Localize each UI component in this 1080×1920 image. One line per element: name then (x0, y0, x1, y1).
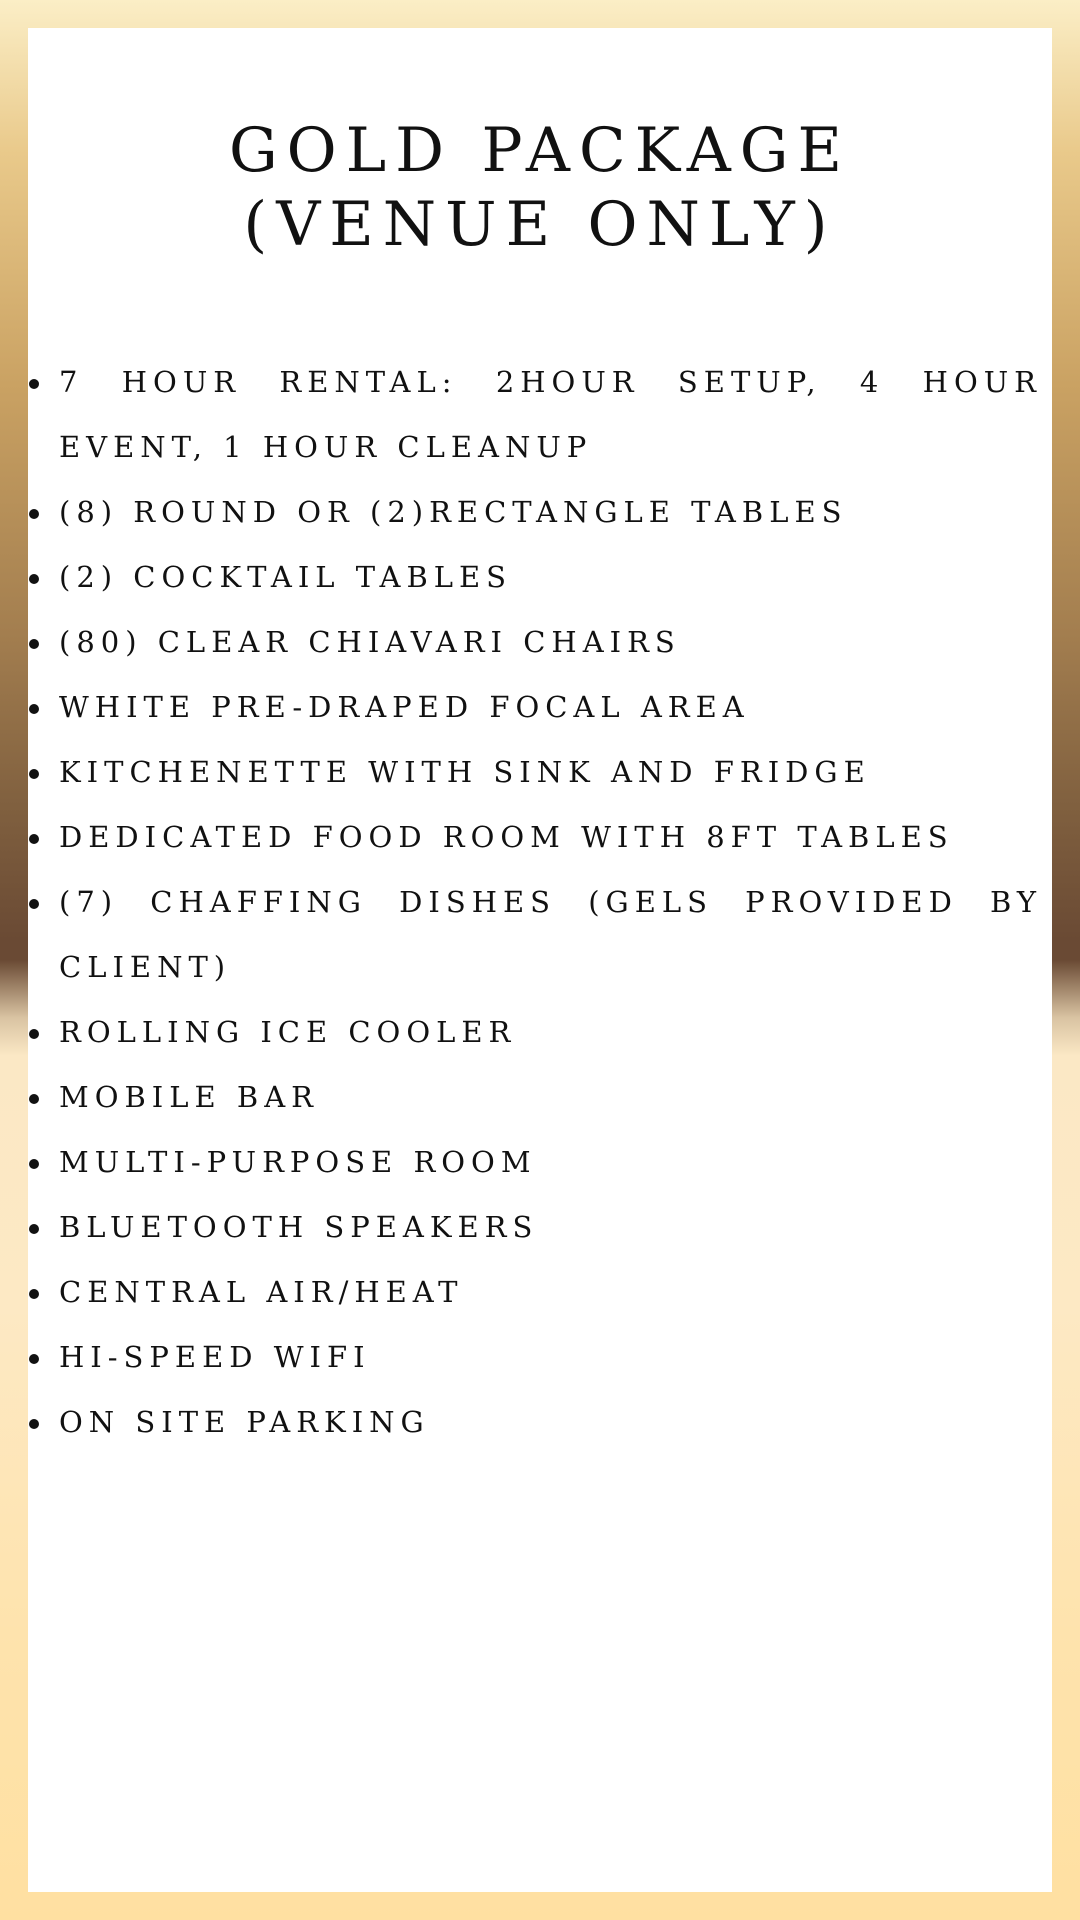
feature-item-chairs: (80) CLEAR CHIAVARI CHAIRS (28, 610, 1042, 675)
feature-item-mobile-bar: MOBILE BAR (28, 1065, 1042, 1130)
package-title-line-1: GOLD PACKAGE (228, 115, 852, 186)
feature-item-kitchenette: KITCHENETTE WITH SINK AND FRIDGE (28, 740, 1042, 805)
feature-item-cocktail-tables: (2) COCKTAIL TABLES (28, 545, 1042, 610)
feature-list (28, 350, 1042, 1455)
feature-item-food-room: DEDICATED FOOD ROOM WITH 8FT TABLES (28, 805, 1042, 870)
feature-item-chafing-dishes: (7) CHAFFING DISHES (GELS PROVIDED BY CLIENT) (28, 870, 1042, 1000)
feature-item-tables: (8) ROUND OR (2)RECTANGLE TABLES (28, 480, 1042, 545)
feature-item-focal-area: WHITE PRE-DRAPED FOCAL AREA (28, 675, 1042, 740)
package-title-line-2: (VENUE ONLY) (243, 189, 837, 260)
feature-item-air-heat: CENTRAL AIR/HEAT (28, 1260, 1042, 1325)
feature-item-rental-hours: 7 HOUR RENTAL: 2HOUR SETUP, 4 HOUR EVENT, 1 HOUR CLEANUP (28, 350, 1042, 480)
feature-item-wifi: HI-SPEED WIFI (28, 1325, 1042, 1390)
feature-item-speakers: BLUETOOTH SPEAKERS (28, 1195, 1042, 1260)
package-title (28, 114, 1052, 262)
feature-item-parking: ON SITE PARKING (28, 1390, 1042, 1455)
feature-item-multi-purpose-room: MULTI-PURPOSE ROOM (28, 1130, 1042, 1195)
feature-item-ice-cooler: ROLLING ICE COOLER (28, 1000, 1042, 1065)
package-card (28, 28, 1052, 1892)
